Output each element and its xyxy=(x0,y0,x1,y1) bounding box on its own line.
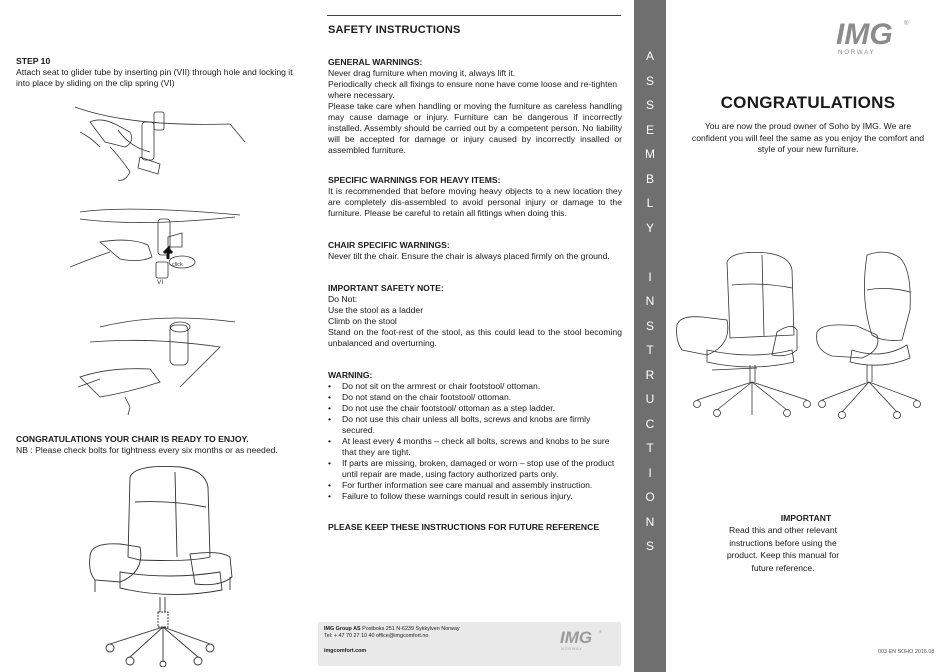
safety-note-heading: IMPORTANT SAFETY NOTE: xyxy=(328,283,444,293)
chair-warnings-heading: CHAIR SPECIFIC WARNINGS: xyxy=(328,240,450,250)
assembly-illustrations xyxy=(70,102,270,417)
logo-reg: ® xyxy=(599,629,602,634)
general-line-2: Periodically check all fixings to ensure none have come loose and re-tighten where necessary. xyxy=(328,79,618,100)
logo-sub: N O R W A Y xyxy=(838,49,874,56)
chair-side-view xyxy=(817,252,921,418)
footer-website: imgcomfort.com xyxy=(324,648,367,654)
general-line-1: Never drag furniture when moving it, always lift it. xyxy=(328,68,516,78)
footer-company-name: IMG Group AS xyxy=(324,626,361,632)
keep-instructions-note: PLEASE KEEP THESE INSTRUCTIONS FOR FUTURE REFERENCE xyxy=(328,522,600,532)
logo-reg: ® xyxy=(904,21,909,27)
general-warnings-section xyxy=(328,57,622,156)
logo-text: IMG xyxy=(560,628,593,647)
important-text: Read this and other relevant instructions before using the product. Keep this manual for future reference. xyxy=(726,525,840,573)
warning-item: • Failure to follow these warnings could result in serious injury. xyxy=(328,491,622,502)
chair-front-view xyxy=(677,252,811,416)
warning-list xyxy=(328,381,622,502)
congratulations-title: CONGRATULATIONS xyxy=(720,93,896,112)
chair-warnings-text: Never tilt the chair. Ensure the chair is always placed firmly on the ground. xyxy=(328,251,610,261)
illustration-step-insert-pin xyxy=(75,107,245,180)
step-title: STEP 10 xyxy=(16,56,51,66)
warning-item: • At least every 4 months – check all bolts, screws and knobs to be sure that they are tight. xyxy=(328,436,622,458)
footer-address-text: Postboks 251 N-6239 Sykkylven Norway xyxy=(360,626,460,632)
important-title: IMPORTANT xyxy=(780,513,832,523)
general-warnings-heading: GENERAL WARNINGS: xyxy=(328,57,423,67)
chairs-illustration-right xyxy=(672,250,942,420)
vi-label: VI xyxy=(157,279,164,286)
tightness-note: NB : Please check bolts for tightness every six months or as needed. xyxy=(16,445,278,455)
warning-section xyxy=(328,370,622,502)
safety-note-line-4: Stand on the foot-rest of the stool, as this could lead to the stool becoming unbalanced and overturning. xyxy=(328,327,622,348)
safety-note-section xyxy=(328,283,622,349)
safety-note-line-1: Do Not: xyxy=(328,294,358,304)
chair-illustration-left xyxy=(80,462,240,667)
logo-text: IMG xyxy=(836,18,893,51)
footer-address xyxy=(324,626,460,633)
step-text: Attach seat to glider tube by inserting pin (VII) through hole and locking it into place by sliding on the clip spring (VI) xyxy=(16,67,293,88)
warning-item: • Do not stand on the chair footstool/ ottoman. xyxy=(328,392,622,403)
illustration-step-clip-spring xyxy=(70,209,240,278)
warning-item: • Do not sit on the armrest or chair footstool/ ottoman. xyxy=(328,381,622,392)
warning-item: • Do not use the chair footstool/ ottoman as a step ladder. xyxy=(328,403,622,414)
chair-warnings-section xyxy=(328,240,622,262)
warning-heading: WARNING: xyxy=(328,370,373,380)
logo-sub: N O R W A Y xyxy=(561,647,582,651)
heavy-items-text: It is recommended that before moving heavy objects to a new location they are completely dis-assembled to avoid personal injury or damage to the furniture. Please be careful to retain all fittings when doing this. xyxy=(328,186,622,218)
footer-contact: Tel: + 47 70 27 10 40 office@imgcomfort.no xyxy=(324,633,429,639)
intro-text: You are now the proud owner of Soho by IMG. We are confident you will feel the same as you enjoy the comfort and style of your new furniture. xyxy=(691,121,925,154)
general-line-3: Please take care when handling or moving the furniture as careless handling may cause damage or injury. Furniture can be dangerous if incorrectly installed. Assembly should be carried out by a competent person. No liability will be accepted for damage or injury caused by incorrectly insalled or assembled furniture. xyxy=(328,101,622,155)
warning-item: • For further information see care manual and assembly instruction. xyxy=(328,480,622,491)
document-code: 003 EN SOHO 2016.08 xyxy=(878,649,935,655)
safety-note-line-2: Use the stool as a ladder xyxy=(328,305,424,315)
ready-title: CONGRATULATIONS YOUR CHAIR IS READY TO ENJOY. xyxy=(16,434,249,444)
title-rule xyxy=(327,15,621,16)
warning-item: • Do not use this chair unless all bolts, screws and knobs are firmly secured. xyxy=(328,414,622,436)
safety-note-line-3: Climb on the stool xyxy=(328,316,397,326)
warning-item: • If parts are missing, broken, damaged or worn – stop use of the product until repair are made, using factory authorized parts only. xyxy=(328,458,622,480)
safety-title: SAFETY INSTRUCTIONS xyxy=(328,24,461,36)
click-label: click xyxy=(172,262,183,268)
img-logo xyxy=(836,16,932,58)
img-logo-footer xyxy=(560,627,616,653)
heavy-items-heading: SPECIFIC WARNINGS FOR HEAVY ITEMS: xyxy=(328,175,501,185)
assembly-instructions-vertical-label: A S S E M B L Y I N S T R U C T I O N S xyxy=(645,49,655,553)
illustration-step-finished-joint xyxy=(78,318,235,415)
heavy-items-section xyxy=(328,175,622,219)
